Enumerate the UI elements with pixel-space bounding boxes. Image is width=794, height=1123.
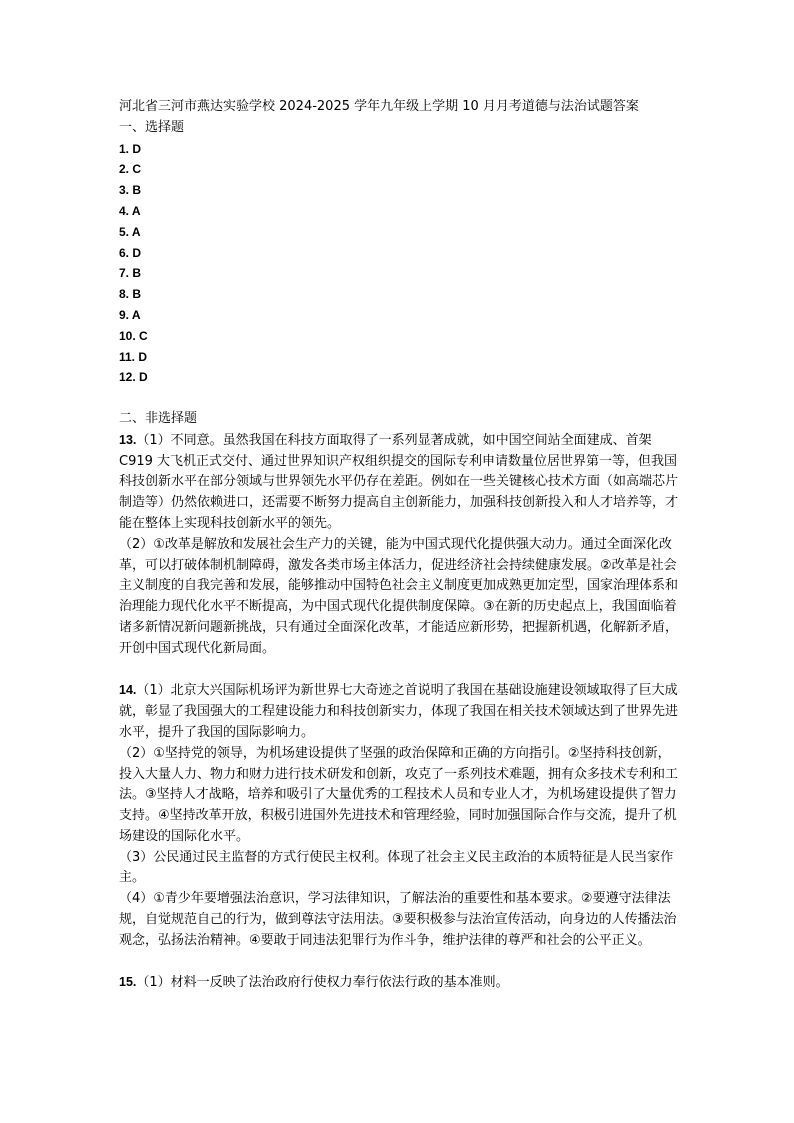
spacer <box>119 952 679 973</box>
answer-item: 12. D <box>119 370 148 385</box>
q14-part2: （2）①坚持党的领导，为机场建设提供了坚强的政治保障和正确的方向指引。②坚持科技创新，投入大量人力、物力和财力进行技术研发和创新，攻克了一系列技术难题，拥有众多技术专利和工法。③坚持人才战略，培养和吸引了大量优秀的工程技术人员和专业人才，为机场建设提供了智力支持。④坚持改革开放，积极引进国外先进技术和管理经验，同时加强国际合作与交流，提升了机场建设的国际化水平。 <box>119 745 679 844</box>
q14-part1 <box>119 680 679 743</box>
document-page <box>119 97 679 994</box>
answer-item: 9. A <box>119 307 141 322</box>
q13-part1-text: （1）不同意。虽然我国在科技方面取得了一系列显著成就，如中国空间站全面建成、首架 C919 大飞机正式交付、通过世界知识产权组织提交的国际专利申请数量位居世界第一等，但我国科技创新水平在部分领域与世界领先水平仍存在差距。例如在一些关键核心技术方面（如高端芯片制造等）仍然依赖进口，还需要不断努力提高自主创新能力，加强科技创新投入和人才培养等，才能在整体上实现科技创新水平的领先。 <box>119 432 679 531</box>
answer-item: 5. A <box>119 224 141 239</box>
answer-item: 7. B <box>119 266 142 281</box>
answer-item: 10. C <box>119 328 148 343</box>
document-title: 河北省三河市燕达实验学校 2024-2025 学年九年级上学期 10 月月考道德与法治试题答案 <box>119 99 639 114</box>
answer-item: 8. B <box>119 287 142 302</box>
answer-item: 4. A <box>119 203 141 218</box>
answer-item: 1. D <box>119 141 142 156</box>
q15-part1-text: （1）材料一反映了法治政府行使权力奉行依法行政的基本准则。 <box>136 975 509 991</box>
section-heading-nonchoice: 二、非选择题 <box>119 410 198 426</box>
spacer <box>119 388 679 409</box>
q14-number: 14. <box>119 683 137 698</box>
q14-part3: （3）公民通过民主监督的方式行使民主权利。体现了社会主义民主政治的本质特征是人民当家作主。 <box>119 849 674 886</box>
q14-part4: （4）①青少年要增强法治意识，学习法律知识，了解法治的重要性和基本要求。②要遵守法律法规，自觉规范自己的行为，做到尊法守法用法。③要积极参与法治宣传活动，向身边的人传播法治观念，弘扬法治精神。④要敢于同违法犯罪行为作斗争，维护法律的尊严和社会的公平正义。 <box>119 891 677 948</box>
spacer <box>119 660 679 681</box>
answer-list <box>119 139 679 389</box>
q15-part1 <box>119 972 679 994</box>
answer-item: 2. C <box>119 162 142 177</box>
answer-item: 11. D <box>119 349 148 364</box>
section-heading-choice: 一、选择题 <box>119 119 185 135</box>
answer-item: 6. D <box>119 245 142 260</box>
q14-part1-text: （1）北京大兴国际机场评为新世界七大奇迹之首说明了我国在基础设施建设领域取得了巨大成就，彰显了我国强大的工程建设能力和科技创新实力，体现了我国在相关技术领域达到了世界先进水平，提升了我国的国际影响力。 <box>119 683 679 740</box>
q15-number: 15. <box>119 975 137 990</box>
answer-item: 3. B <box>119 183 142 198</box>
q13-number: 13. <box>119 432 137 447</box>
q13-part2: （2）①改革是解放和发展社会生产力的关键，能为中国式现代化提供强大动力。通过全面深化改革，可以打破体制机制障碍，激发各类市场主体活力，促进经济社会持续健康发展。②改革是社会主义制度的自我完善和发展，能够推动中国特色社会主义制度更加成熟更加定型，国家治理体系和治理能力现代化水平不断提高，为中国式现代化提供制度保障。③在新的历史起点上，我国面临着诸多新情况新问题新挑战，只有通过全面深化改革，才能适应新形势，把握新机遇，化解新矛盾，开创中国式现代化新局面。 <box>119 536 679 656</box>
q13-part1 <box>119 430 679 535</box>
